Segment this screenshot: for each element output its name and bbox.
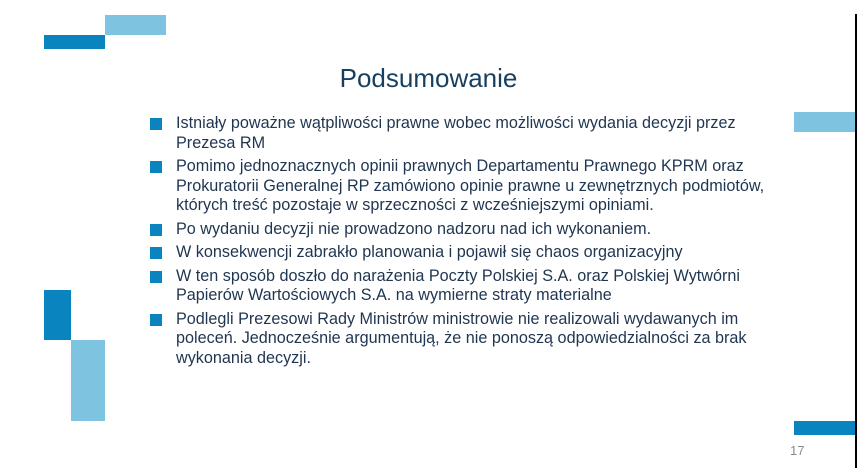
decor-bar-top-dark: [44, 35, 105, 49]
bullet-text: Pomimo jednoznacznych opinii prawnych Departamentu Prawnego KPRM oraz Prokuratorii Generalnej RP zamówiono opinie prawne u zewnętrznych podmiotów, których treść pozostaje w sprzeczności z wcześniejszymi opiniami.: [176, 157, 765, 214]
bullet-text: Istniały poważne wątpliwości prawne wobec możliwości wydania decyzji przez Prezesa RM: [176, 114, 736, 152]
page-number: 17: [790, 443, 805, 458]
decor-bar-left-dark: [44, 290, 71, 340]
square-bullet-icon: [150, 161, 162, 173]
decor-bar-top-light: [105, 15, 166, 35]
square-bullet-icon: [150, 247, 162, 259]
bullet-text: W ten sposób doszło do narażenia Poczty Polskiej S.A. oraz Polskiej Wytwórni Papierów Wartościowych S.A. na wymierne straty materialne: [176, 266, 740, 304]
square-bullet-icon: [150, 118, 162, 130]
square-bullet-icon: [150, 314, 162, 326]
bullet-item: [150, 310, 790, 369]
bullet-item: [150, 114, 790, 153]
bullet-item: [150, 267, 790, 306]
slide-title: Podsumowanie: [339, 63, 518, 93]
square-bullet-icon: [150, 271, 162, 283]
square-bullet-icon: [150, 224, 162, 236]
decor-bar-right-dark: [794, 421, 855, 435]
decor-bar-right-light: [794, 112, 855, 132]
bullet-item: [150, 157, 790, 216]
bullet-item: [150, 220, 790, 240]
bullet-text: W konsekwencji zabrakło planowania i pojawił się chaos organizacyjny: [176, 243, 683, 261]
bullet-text: Po wydaniu decyzji nie prowadzono nadzoru nad ich wykonaniem.: [176, 219, 652, 238]
bullet-list: [150, 114, 790, 372]
bullet-text: Podlegli Prezesowi Rady Ministrów ministrowie nie realizowali wydawanych im poleceń. Jednocześnie argumentują, że nie ponoszą odpowiedzialności za brak wykonania decyzji.: [176, 309, 747, 367]
decor-bar-left-light: [71, 340, 105, 421]
bullet-item: [150, 243, 790, 263]
